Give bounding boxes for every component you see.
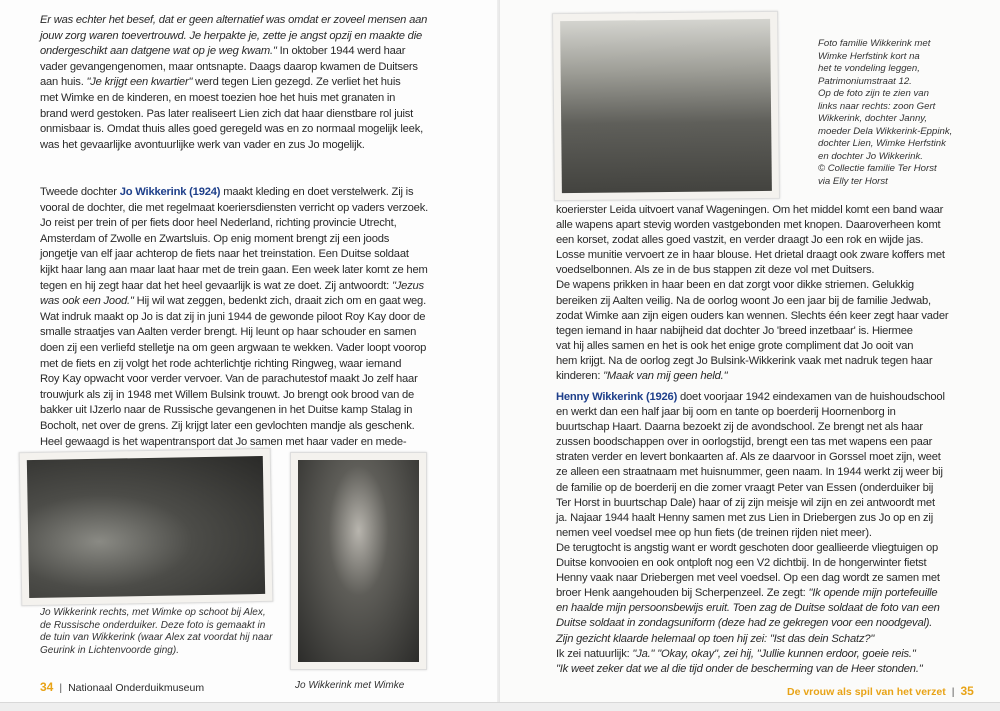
text-run: jongetje van elf jaar achterop de fiets naar het treinstation. Een Duitse soldaat <box>40 248 409 261</box>
caption-line: het te vondeling leggen, <box>818 63 920 74</box>
text-line <box>556 496 945 511</box>
person-name-highlight: Henny Wikkerink (1926) <box>556 391 678 403</box>
text-line <box>556 632 945 647</box>
text-line <box>40 310 428 326</box>
text-line <box>556 481 945 496</box>
caption-line: Op de foto zijn te zien van <box>818 88 929 99</box>
text-run: kijkt haar lang aan maar laat haar met de trein gaan. Een week later komt ze hem <box>40 263 428 276</box>
text-run: smalle straatjes van Aalten verder brengt. Hij leunt op haar schouder en samen <box>40 326 417 339</box>
text-run: Amsterdam of Zwolle en Zwartsluis. Op enig moment brengt zij een joods <box>40 232 390 245</box>
text-line <box>40 60 427 76</box>
text-run: Duitse soldaat in zondagsuniform (deze had ze gekregen voor een noodgeval). <box>556 617 933 630</box>
text-run: "Ik opende mijn portefeuille <box>808 587 938 600</box>
text-line <box>556 556 945 571</box>
text-line <box>40 122 427 138</box>
text-line <box>40 107 427 123</box>
text-run: vader gevangengenomen, maar ontsnapte. Daags daarop kwamen de Duitsers <box>40 60 418 73</box>
left-page <box>0 0 500 702</box>
text-run: De terugtocht is angstig want er wordt geschoten door geallieerde vliegtuigen op <box>556 541 939 554</box>
text-line <box>40 13 427 29</box>
text-run: De wapens prikken in haar been en dat zorgt voor dikke striemen. Gelukkig <box>556 279 914 292</box>
text-line <box>40 29 427 45</box>
text-run: Hij wil wat zeggen, bedenkt zich, draait zich om en gaat weg. <box>133 295 426 308</box>
text-run: Jo reist per trein of per fiets door heel Nederland, richting provincie Utrecht, <box>40 217 397 230</box>
caption-line: Wikkerink, dochter Janny, <box>818 113 928 124</box>
text-run: In oktober 1944 werd haar <box>276 45 406 58</box>
text-run: Henny vaak naar Driebergen met veel voedsel. Op een dag wordt ze samen met <box>556 572 940 585</box>
photo-caption-family <box>818 38 952 188</box>
text-line <box>556 511 945 526</box>
text-run: brand werd gestoken. Pas later realiseert Lien zich dat haar dienstbare rol juist <box>40 107 414 120</box>
text-run: Bocholt, net over de grens. Zij krijgt later een gevlochten mandje als geschenk. <box>40 419 415 432</box>
photo-family-wikkerink <box>552 11 780 201</box>
text-run: met de fiets en zij volgt het rode achterlichtje richting Ringweg, waar iemand <box>40 357 402 370</box>
text-run: en werkt dan een half jaar bij oom en tante op boerderij Hoornenborg in <box>556 406 896 419</box>
section-title: De vrouw als spil van het verzet <box>787 686 946 698</box>
text-run: trouwjurk als zij in 1948 met Willem Bulsink trouwt. Jo brengt ook brood van de <box>40 388 415 401</box>
caption-line: en dochter Jo Wikkerink. <box>818 150 923 162</box>
text-line <box>40 325 428 341</box>
text-run: een korset, zodat alles goed vastzit, en verder draagt Jo een rok en wijde jas. <box>556 234 924 247</box>
text-run: bakker uit IJzerlo naar de Russische gevangenen in het Duitse kamp Stalag in <box>40 404 413 417</box>
caption-line: Patrimoniumstraat 12. <box>818 75 912 87</box>
text-run: "Jezus <box>391 279 424 292</box>
text-run: nemen veel voedsel mee op hun fiets (de treinen rijden niet meer). <box>556 526 872 539</box>
text-run: de familie op de boerderij en die zomer vraagt Peter van Essen (onderduiker bij <box>556 481 934 494</box>
text-line <box>40 403 428 419</box>
text-run: hem krijgt. Na de oorlog zegt Jo Bulsink-Wikkerink vaak met nadruk tegen haar <box>556 354 933 367</box>
text-line <box>556 526 945 541</box>
text-line <box>40 372 428 388</box>
text-line <box>40 419 428 435</box>
text-run: bereiken zij Aalten veilig. Na de oorlog woont Jo een jaar bij de familie Jedwab, <box>556 294 931 307</box>
text-line <box>556 324 948 339</box>
text-run: broer Henk aangehouden bij Scherpenzeel. Ze zegt: <box>556 587 809 600</box>
text-run: vat hij alles samen en het is ook het enige grote compliment dat Jo ooit van <box>556 339 914 352</box>
text-line <box>556 390 945 405</box>
photo-caption-1 <box>40 607 272 657</box>
text-run: Heel gewaagd is het wapentransport dat Jo samen met haar vader en mede- <box>40 435 407 448</box>
text-run: "Ik weet zeker dat we al die tijd onder de bescherming van de Heer stonden." <box>556 662 923 675</box>
caption-line: moeder Dela Wikkerink-Eppink, <box>818 125 953 137</box>
photo-jo-with-wimke <box>290 452 427 670</box>
text-line <box>556 647 945 662</box>
text-run: Losse munitie vervoert ze in haar blouse. Het drietal draagt ook zware koffers met <box>556 249 945 262</box>
caption-line: Geurink in Lichtenvoorde ging). <box>40 644 179 656</box>
text-run: ze alleen een straatnaam met huisnummer, geen naam. In 1944 werkt zij weer bij <box>556 466 943 479</box>
text-run: doen zij een verliefd stelletje na om geen argwaan te wekken. Vader loopt voorop <box>40 341 427 354</box>
text-line <box>556 203 948 218</box>
text-run: vooral de dochter, die met regelmaat koeriersdiensten verricht op vaders verzoek. <box>40 201 428 214</box>
text-run: zussen boodschappen over in oorlogstijd, brengt een tas met wapens een paar <box>556 436 933 449</box>
text-line <box>40 232 428 248</box>
text-line <box>40 247 428 263</box>
text-run: Roy Kay opwacht voor verder vervoer. Van de parachutestof maakt Jo zelf haar <box>40 373 418 386</box>
text-run: jouw zorg waren toevertrouwd. Je herpakte je, zette je angst opzij en maakte die <box>40 29 422 42</box>
right-page <box>500 0 1000 702</box>
text-run: straten verder en levert bonkaarten af. Als ze daarvoor in Gorssel moet zijn, weet <box>556 451 941 464</box>
caption-line: via Elly ter Horst <box>818 175 888 187</box>
text-run: onmisbaar is. Omdat thuis alles goed geregeld was en zo normaal mogelijk leek, <box>40 123 424 136</box>
text-line <box>40 263 428 279</box>
text-run: Ter Horst in buurtschap Dale) haar of zij zijn meisje wil zijn en zei antwoordt met <box>556 496 935 509</box>
caption-line: Jo Wikkerink rechts, met Wimke op schoot bij Alex, <box>40 607 266 618</box>
text-run: zodat Wimke aan zijn eigen ouders kan wennen. Slechts één keer zegt haar vader <box>556 309 949 322</box>
text-line <box>556 233 948 248</box>
text-line <box>40 75 427 91</box>
text-line <box>556 263 948 278</box>
text-run: koerierster Leida uitvoert vanaf Wageningen. Om het middel komt een band waar <box>556 204 944 216</box>
text-line <box>40 44 427 60</box>
caption-line: Wimke Herfstink kort na <box>818 50 920 62</box>
text-line <box>556 278 948 293</box>
text-line <box>556 294 948 309</box>
text-line <box>556 354 948 369</box>
text-line <box>40 91 427 107</box>
text-run: voedselbonnen. Als ze in de bus stappen zit deze vol met Duitsers. <box>556 264 875 277</box>
text-run: aan huis. <box>40 76 87 89</box>
text-line <box>556 662 945 677</box>
body-paragraph <box>556 203 948 384</box>
text-line <box>556 586 945 601</box>
caption-line: © Collectie familie Ter Horst <box>818 163 937 174</box>
text-line <box>556 571 945 586</box>
text-line <box>40 185 428 201</box>
text-line <box>40 216 428 232</box>
text-run: kinderen: <box>556 370 604 383</box>
text-line <box>556 248 948 263</box>
text-run: Wat indruk maakt op Jo is dat zij in juni 1944 de gewonde piloot Roy Kay door de <box>40 310 426 323</box>
text-line <box>40 294 428 310</box>
text-line <box>40 341 428 357</box>
text-line <box>556 339 948 354</box>
text-line <box>556 465 945 480</box>
caption-line: de Russische onderduiker. Deze foto is gemaakt in <box>40 619 266 631</box>
caption-line: de tuin van Wikkerink (waar Alex zat voordat hij naar <box>40 632 273 643</box>
page-footer-left: 34 | Nationaal Onderduikmuseum <box>40 680 205 694</box>
text-line <box>40 279 428 295</box>
text-run: Tweede dochter <box>40 186 120 198</box>
text-line <box>556 405 945 420</box>
text-line <box>40 201 428 217</box>
text-line <box>556 369 948 384</box>
text-run: was ook een Jood." <box>40 295 134 308</box>
text-run: Zijn gezicht klaarde helemaal op toen hij zei: "Ist das dein Schatz?" <box>556 632 875 645</box>
text-run: Ik zei natuurlijk: <box>556 647 633 660</box>
photo-jo-wimke-alex <box>19 448 274 606</box>
text-run: alle wapens apart stevig worden vastgebonden met knopen. Daaroverheen komt <box>556 219 941 232</box>
text-run: was het gevaarlijke avontuurlijke werk van vader en zus Jo mogelijk. <box>40 138 365 151</box>
text-run: werd tegen Lien gezegd. Ze verliet het huis <box>192 76 401 89</box>
body-paragraph <box>40 13 427 153</box>
text-line <box>556 450 945 465</box>
text-line <box>556 435 945 450</box>
text-run: "Je krijgt een kwartier" <box>86 76 193 89</box>
caption-line: links naar rechts: zoon Gert <box>818 100 936 112</box>
text-run: doet voorjaar 1942 eindexamen van de huishoudschool <box>677 391 945 403</box>
page-number: 34 <box>40 680 54 694</box>
text-run: ja. Najaar 1944 haalt Henny samen met zus Lien in Driebergen zus Jo op en zij <box>556 511 934 524</box>
text-run: Er was echter het besef, dat er geen alternatief was omdat er zoveel mensen aan <box>40 14 428 26</box>
photo-caption-2: Jo Wikkerink met Wimke <box>295 680 405 691</box>
text-run: tegen en hij zegt haar dat het heel gevaarlijk is wat ze doet. Zij antwoordt: <box>40 279 392 292</box>
text-line <box>40 138 427 154</box>
publisher-name: Nationaal Onderduikmuseum <box>68 682 205 694</box>
text-run: met Wimke en de kinderen, en moest toezien hoe het huis met granaten in <box>40 91 396 104</box>
text-run: en haalde mijn persoonsbewijs eruit. Toen zag de Duitse soldaat de foto van een <box>556 602 940 615</box>
caption-line: Foto familie Wikkerink met <box>818 38 931 49</box>
text-run: "Maak van mij geen held." <box>603 370 728 383</box>
text-run: tegen iemand in haar nabijheid dat dochter Jo 'breed inzetbaar' is. Hiermee <box>556 324 913 337</box>
text-line <box>40 388 428 404</box>
text-line <box>556 420 945 435</box>
text-run: maakt kleding en doet verstelwerk. Zij is <box>220 186 414 198</box>
text-line <box>556 616 945 631</box>
page-footer-right: De vrouw als spil van het verzet | 35 <box>787 684 974 698</box>
text-run: Duitse konvooien en ook ontploft nog een V2 dichtbij. In de hongerwinter fietst <box>556 557 927 570</box>
text-line <box>40 357 428 373</box>
caption-line: dochter Lien, Wimke Herfstink <box>818 138 946 149</box>
person-name-highlight: Jo Wikkerink (1924) <box>119 186 221 198</box>
text-line <box>556 601 945 616</box>
text-run: buurtschap Haart. Daarna bezoekt zij de avondschool. Ze brengt net als haar <box>556 421 923 434</box>
text-line <box>556 218 948 233</box>
text-run: "Ja." "Okay, okay", zei hij, "Jullie kunnen erdoor, goeie reis." <box>632 647 916 660</box>
body-paragraph <box>556 390 945 677</box>
text-line <box>556 541 945 556</box>
text-run: ondergeschikt aan datgene wat op je weg kwam." <box>40 45 277 58</box>
text-line <box>556 309 948 324</box>
page-number: 35 <box>960 684 974 698</box>
body-paragraph <box>40 185 428 450</box>
